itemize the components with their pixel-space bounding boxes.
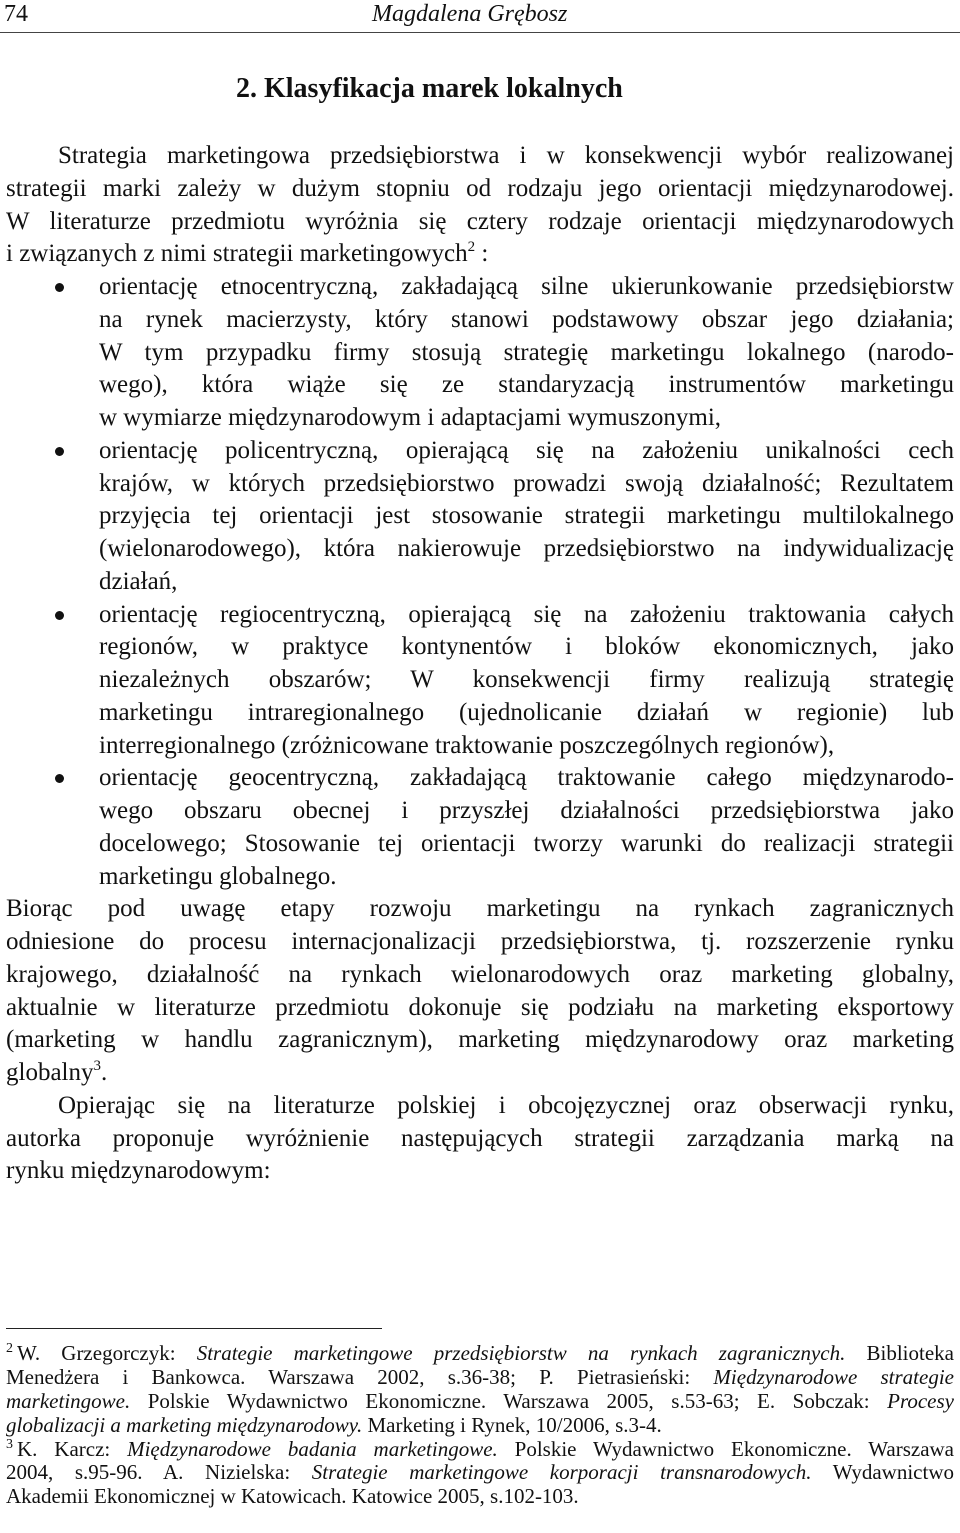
body-text [6, 140, 954, 1188]
text-line: W literaturze przedmiotu wyróżnia się cztery rodzaje orientacji międzynarodowych [6, 207, 954, 235]
text-line: wego), która wiąże się ze standaryzacją instrumentów marketingu [99, 371, 954, 399]
text-line: marketingu intraregionalnego (ujednolicanie działań w regionie) lub [99, 698, 954, 726]
text-line: krajów, w których przedsiębiorstwo prowadzi swoją działalność; Rezultatem [99, 469, 954, 497]
footnote-rule [6, 1328, 382, 1329]
running-head-author: Magdalena Grębosz [372, 1, 568, 27]
text-line: na rynek macierzysty, który stanowi podstawowy obszar jego działania; [99, 305, 954, 333]
list-item [6, 762, 954, 893]
text-line [6, 1057, 954, 1090]
text-line: krajowego, działalność na rynkach wielonarodowych oraz marketing globalny, [6, 960, 954, 988]
section-heading: 2. Klasyfikacja marek lokalnych [236, 73, 623, 104]
header-rule [0, 32, 960, 33]
running-head [0, 0, 960, 30]
text-line: wego obszaru obecnej i przyszłej działalności przedsiębiorstwa jako [99, 797, 954, 824]
bullet-icon [55, 774, 64, 783]
footnote-line [6, 1366, 954, 1390]
text-line: interregionalnego (zróżnicowane traktowanie poszczególnych regionów), [99, 731, 835, 759]
text-line: (wielonarodowego), która nakierowuje przedsiębiorstwo na indywidualizację [99, 535, 954, 562]
footnote-mark: 3 [6, 1436, 13, 1452]
footnote-ref: 2 [467, 239, 476, 256]
text-run: 2004, s.95-96. A. Nizielska: [6, 1460, 312, 1485]
text-run: K. Karcz: [17, 1436, 128, 1461]
text-line: orientację etnocentryczną, zakładającą silne ukierunkowanie przedsiębiorstw [99, 273, 954, 300]
text-line: marketingu globalnego. [99, 862, 337, 890]
text-line: orientację policentryczną, opierającą się na założeniu unikalności cech [99, 436, 954, 464]
footnote-mark: 2 [6, 1341, 13, 1356]
title-run: marketingowe. [6, 1388, 131, 1413]
text-line: autorka proponuje wyróżnienie następujących strategii zarządzania marką na [6, 1124, 954, 1152]
list-item [6, 271, 954, 435]
text-line: docelowego; Stosowanie tej orientacji tworzy warunki do realizacji strategii [99, 829, 954, 857]
text-line: rynku międzynarodowym: [6, 1157, 271, 1185]
text-run: Menedżera i Bankowca. Warszawa 2002, s.36-38; P. Pietrasieński: [6, 1364, 714, 1389]
text-run: Wydawnictwo [811, 1460, 955, 1485]
title-run: Strategie marketingowe przedsiębiorstw na rynkach zagranicznych. [196, 1341, 846, 1365]
text-run: Polskie Wydawnictwo Ekonomiczne. Warszawa 2005, s.53-63; E. Sobczak: [130, 1388, 888, 1413]
text-line: orientację regiocentryczną, opierającą się na założeniu traktowania całych [99, 600, 954, 628]
text-line: Opierając się na literaturze polskiej i obcojęzycznej oraz obserwacji rynku, [58, 1091, 954, 1119]
text-line: regionów, w praktyce kontynentów i bloków ekonomicznych, jako [99, 633, 954, 661]
footnote-line [6, 1414, 954, 1438]
list-item [6, 435, 954, 599]
text-run: Akademii Ekonomicznej w Katowicach. Katowice 2005, s.102-103. [6, 1484, 579, 1509]
title-run: Strategie marketingowe korporacji transnarodowych. [311, 1460, 812, 1485]
text-line: w wymiarze międzynarodowym i adaptacjami wymuszonymi, [99, 404, 722, 431]
footnotes [6, 1342, 954, 1509]
footnote-line [6, 1438, 954, 1462]
text-run: Biblioteka [845, 1341, 954, 1365]
text-line: przyjęcia tej orientacji jest stosowanie strategii marketingu multilokalnego [99, 502, 954, 530]
list-item [6, 599, 954, 763]
footnote-ref: 3 [93, 1058, 101, 1074]
text-line: orientację geocentryczną, zakładającą traktowanie całego międzynarodo- [99, 764, 954, 792]
bullet-icon [55, 447, 64, 456]
title-run: Międzynarodowe badania marketingowe. [127, 1436, 498, 1461]
text-line: działań, [99, 567, 178, 595]
text-line: strategii marki zależy w dużym stopniu od rodzaju jego orientacji międzynarodowej. [6, 174, 954, 202]
title-run: globalizacji a marketing międzynarodowy. [6, 1412, 363, 1437]
text-line: (marketing w handlu zagranicznym), marketing międzynarodowy oraz marketing [6, 1026, 954, 1054]
footnote-line [6, 1342, 954, 1366]
text-run: : [475, 240, 489, 268]
footnote-line [6, 1390, 954, 1414]
footnote-line [6, 1485, 954, 1509]
text-line: odniesione do procesu internacjonalizacji przedsiębiorstwa, tj. rozszerzenie rynku [6, 928, 954, 955]
bullet-icon [55, 611, 64, 620]
footnote-line [6, 1461, 954, 1485]
text-line: Biorąc pod uwagę etapy rozwoju marketingu na rynkach zagranicznych [6, 895, 954, 923]
text-line: niezależnych obszarów; W konsekwencji firmy realizują strategię [99, 666, 954, 693]
page-number: 74 [4, 1, 28, 27]
text-run: globalny [6, 1059, 94, 1086]
title-run: Procesy [887, 1388, 954, 1413]
text-run: . [101, 1059, 108, 1086]
text-run: Marketing i Rynek, 10/2006, s.3-4. [362, 1412, 662, 1437]
title-run: Międzynarodowe strategie [713, 1364, 954, 1389]
text-run: i związanych z nimi strategii marketingowych [6, 240, 468, 268]
text-line: W tym przypadku firmy stosują strategię marketingu lokalnego (narodo- [99, 338, 954, 366]
text-line [6, 238, 954, 271]
bullet-icon [55, 283, 64, 292]
text-line: Strategia marketingowa przedsiębiorstwa i w konsekwencji wybór realizowanej [58, 142, 954, 169]
text-run: Polskie Wydawnictwo Ekonomiczne. Warszawa [497, 1436, 954, 1461]
text-run: W. Grzegorczyk: [17, 1341, 197, 1365]
text-line: aktualnie w literaturze przedmiotu dokonuje się podziału na marketing eksportowy [6, 993, 954, 1021]
